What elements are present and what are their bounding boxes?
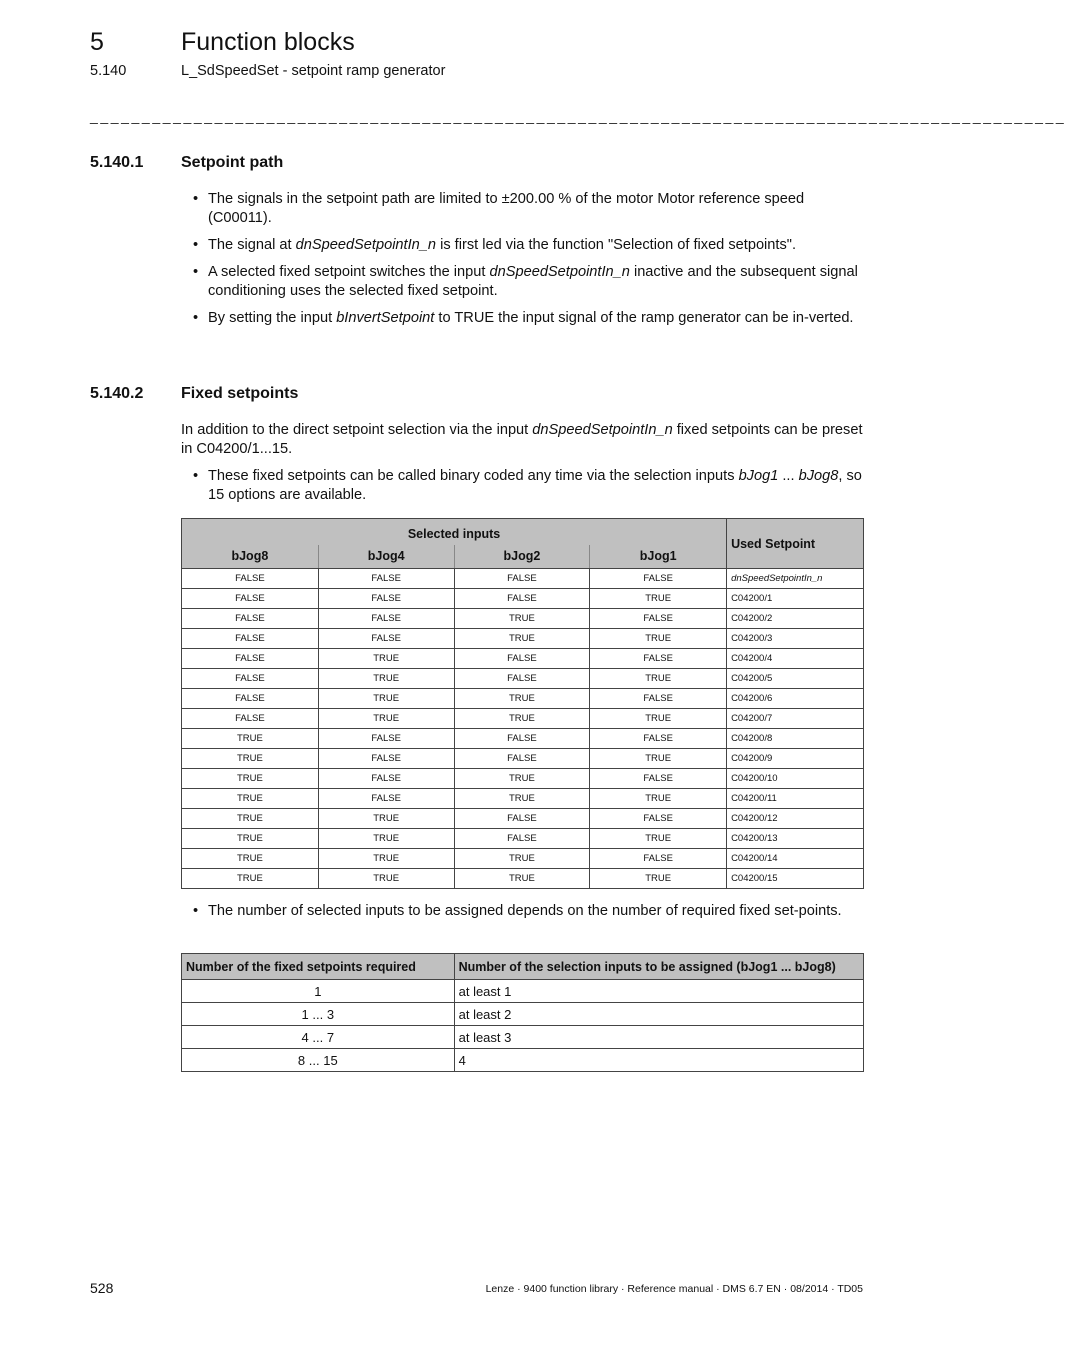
table-row — [182, 789, 864, 809]
used-setpoint-cell: C04200/5 — [727, 669, 864, 689]
used-setpoint-cell: C04200/9 — [727, 749, 864, 769]
input-state-cell: FALSE — [182, 689, 319, 709]
column-header-bjog8: bJog8 — [182, 545, 319, 569]
fixed-setpoints-list — [181, 467, 863, 513]
input-state-cell: TRUE — [454, 689, 590, 709]
column-header-bjog4: bJog4 — [318, 545, 454, 569]
table-row — [182, 689, 864, 709]
used-setpoint-cell: C04200/6 — [727, 689, 864, 709]
input-state-cell: TRUE — [454, 769, 590, 789]
chapter-title: Function blocks — [181, 28, 355, 56]
setpoints-required-cell: 1 ... 3 — [182, 1003, 455, 1026]
used-setpoint-cell: C04200/8 — [727, 729, 864, 749]
input-state-cell: TRUE — [590, 669, 727, 689]
inputs-assigned-cell: at least 1 — [454, 980, 863, 1003]
input-state-cell: FALSE — [318, 589, 454, 609]
input-state-cell: TRUE — [454, 609, 590, 629]
setpoints-required-cell: 4 ... 7 — [182, 1026, 455, 1049]
input-state-cell: TRUE — [182, 849, 319, 869]
input-state-cell: TRUE — [182, 769, 319, 789]
table-row — [182, 609, 864, 629]
assignment-note-list — [181, 902, 863, 929]
input-state-cell: TRUE — [590, 629, 727, 649]
input-state-cell: FALSE — [454, 829, 590, 849]
input-state-cell: TRUE — [182, 749, 319, 769]
selected-inputs-header: Selected inputs — [182, 519, 727, 545]
input-state-cell: FALSE — [590, 689, 727, 709]
input-state-cell: FALSE — [182, 569, 319, 589]
chapter-number: 5 — [90, 28, 104, 56]
table-row — [182, 629, 864, 649]
input-state-cell: TRUE — [318, 669, 454, 689]
input-state-cell: TRUE — [182, 789, 319, 809]
inputs-assigned-cell: at least 3 — [454, 1026, 863, 1049]
input-state-cell: TRUE — [454, 709, 590, 729]
table-row — [182, 1026, 864, 1049]
fixed-setpoint-table — [181, 518, 864, 889]
table-row — [182, 769, 864, 789]
used-setpoint-header: Used Setpoint — [727, 519, 864, 569]
input-state-cell: TRUE — [182, 869, 319, 889]
list-item: • The number of selected inputs to be assigned depends on the number of required fixed set-points. — [181, 902, 863, 921]
table-row — [182, 980, 864, 1003]
input-state-cell: FALSE — [454, 749, 590, 769]
input-state-cell: FALSE — [590, 849, 727, 869]
input-state-cell: FALSE — [318, 729, 454, 749]
input-state-cell: TRUE — [590, 589, 727, 609]
input-state-cell: TRUE — [590, 709, 727, 729]
document-info: Lenze · 9400 function library · Reference manual · DMS 6.7 EN · 08/2014 · TD05 — [485, 1283, 863, 1295]
input-state-cell: FALSE — [590, 569, 727, 589]
input-state-cell: TRUE — [318, 689, 454, 709]
setpoints-required-cell: 8 ... 15 — [182, 1049, 455, 1072]
list-item: • The signal at dnSpeedSetpointIn_n is first led via the function "Selection of fixed setpoints". — [181, 236, 863, 255]
setpoints-required-cell: 1 — [182, 980, 455, 1003]
input-state-cell: TRUE — [182, 829, 319, 849]
input-state-cell: FALSE — [454, 669, 590, 689]
input-state-cell: FALSE — [318, 609, 454, 629]
list-item: • A selected fixed setpoint switches the input dnSpeedSetpointIn_n inactive and the subsequent signal conditioning uses the selected fixed setpoint. — [181, 263, 863, 301]
used-setpoint-cell: C04200/13 — [727, 829, 864, 849]
input-state-cell: FALSE — [182, 709, 319, 729]
list-item: • The signals in the setpoint path are limited to ±200.00 % of the motor Motor reference speed (C00011). — [181, 190, 863, 228]
list-item: • By setting the input bInvertSetpoint to TRUE the input signal of the ramp generator can be in-verted. — [181, 309, 863, 328]
input-state-cell: TRUE — [318, 709, 454, 729]
input-state-cell: FALSE — [318, 769, 454, 789]
input-state-cell: TRUE — [182, 809, 319, 829]
input-state-cell: FALSE — [182, 589, 319, 609]
inputs-assigned-cell: 4 — [454, 1049, 863, 1072]
input-state-cell: FALSE — [454, 809, 590, 829]
table-row — [182, 569, 864, 589]
input-state-cell: TRUE — [318, 649, 454, 669]
section-title: L_SdSpeedSet - setpoint ramp generator — [181, 63, 446, 79]
input-state-cell: TRUE — [590, 829, 727, 849]
input-state-cell: FALSE — [182, 629, 319, 649]
input-state-cell: TRUE — [454, 869, 590, 889]
subsection-title: Fixed setpoints — [181, 385, 299, 402]
table-row — [182, 669, 864, 689]
input-state-cell: TRUE — [454, 849, 590, 869]
used-setpoint-cell: dnSpeedSetpointIn_n — [727, 569, 864, 589]
inputs-required-table — [181, 953, 864, 1072]
subsection-title: Setpoint path — [181, 154, 284, 171]
column-header-bjog2: bJog2 — [454, 545, 590, 569]
subsection-number: 5.140.1 — [90, 154, 144, 171]
input-state-cell: FALSE — [590, 729, 727, 749]
table-row — [182, 729, 864, 749]
column-header-bjog1: bJog1 — [590, 545, 727, 569]
input-state-cell: FALSE — [590, 649, 727, 669]
input-state-cell: FALSE — [590, 609, 727, 629]
input-state-cell: FALSE — [182, 669, 319, 689]
input-state-cell: FALSE — [590, 769, 727, 789]
input-state-cell: FALSE — [182, 649, 319, 669]
used-setpoint-cell: C04200/10 — [727, 769, 864, 789]
list-item: • These fixed setpoints can be called binary coded any time via the selection inputs bJog1 ... bJog8, so 15 options are available. — [181, 467, 863, 505]
input-state-cell: FALSE — [454, 729, 590, 749]
used-setpoint-cell: C04200/3 — [727, 629, 864, 649]
input-state-cell: TRUE — [318, 809, 454, 829]
table-row — [182, 749, 864, 769]
input-state-cell: TRUE — [590, 749, 727, 769]
table-row — [182, 649, 864, 669]
selection-inputs-header: Number of the selection inputs to be assigned (bJog1 ... bJog8) — [454, 954, 863, 980]
used-setpoint-cell: C04200/14 — [727, 849, 864, 869]
subsection-number: 5.140.2 — [90, 385, 144, 402]
input-state-cell: FALSE — [590, 809, 727, 829]
setpoint-path-list — [181, 190, 863, 336]
input-state-cell: TRUE — [454, 789, 590, 809]
input-state-cell: FALSE — [318, 749, 454, 769]
input-state-cell: FALSE — [454, 589, 590, 609]
table-row — [182, 589, 864, 609]
used-setpoint-cell: C04200/4 — [727, 649, 864, 669]
input-state-cell: TRUE — [590, 869, 727, 889]
used-setpoint-cell: C04200/7 — [727, 709, 864, 729]
inputs-assigned-cell: at least 2 — [454, 1003, 863, 1026]
used-setpoint-cell: C04200/15 — [727, 869, 864, 889]
used-setpoint-cell: C04200/12 — [727, 809, 864, 829]
table-row — [182, 709, 864, 729]
table-row — [182, 869, 864, 889]
section-number: 5.140 — [90, 63, 127, 79]
table-row — [182, 849, 864, 869]
input-state-cell: TRUE — [590, 789, 727, 809]
input-state-cell: FALSE — [318, 569, 454, 589]
header-divider: ______________________________________________________________________________________________ — [90, 108, 1066, 124]
page-number: 528 — [90, 1280, 114, 1296]
input-state-cell: TRUE — [318, 869, 454, 889]
fixed-setpoints-required-header: Number of the fixed setpoints required — [182, 954, 455, 980]
input-state-cell: TRUE — [318, 829, 454, 849]
used-setpoint-cell: C04200/1 — [727, 589, 864, 609]
input-state-cell: TRUE — [182, 729, 319, 749]
fixed-setpoints-intro: In addition to the direct setpoint selection via the input dnSpeedSetpointIn_n fixed setpoints can be preset in C04200/1...15. — [181, 422, 863, 457]
table-row — [182, 1049, 864, 1072]
used-setpoint-cell: C04200/2 — [727, 609, 864, 629]
used-setpoint-cell: C04200/11 — [727, 789, 864, 809]
input-state-cell: FALSE — [182, 609, 319, 629]
input-state-cell: FALSE — [318, 629, 454, 649]
input-state-cell: TRUE — [454, 629, 590, 649]
input-state-cell: FALSE — [454, 569, 590, 589]
table-row — [182, 1003, 864, 1026]
input-state-cell: TRUE — [318, 849, 454, 869]
table-row — [182, 829, 864, 849]
input-state-cell: FALSE — [454, 649, 590, 669]
table-row — [182, 809, 864, 829]
input-state-cell: FALSE — [318, 789, 454, 809]
